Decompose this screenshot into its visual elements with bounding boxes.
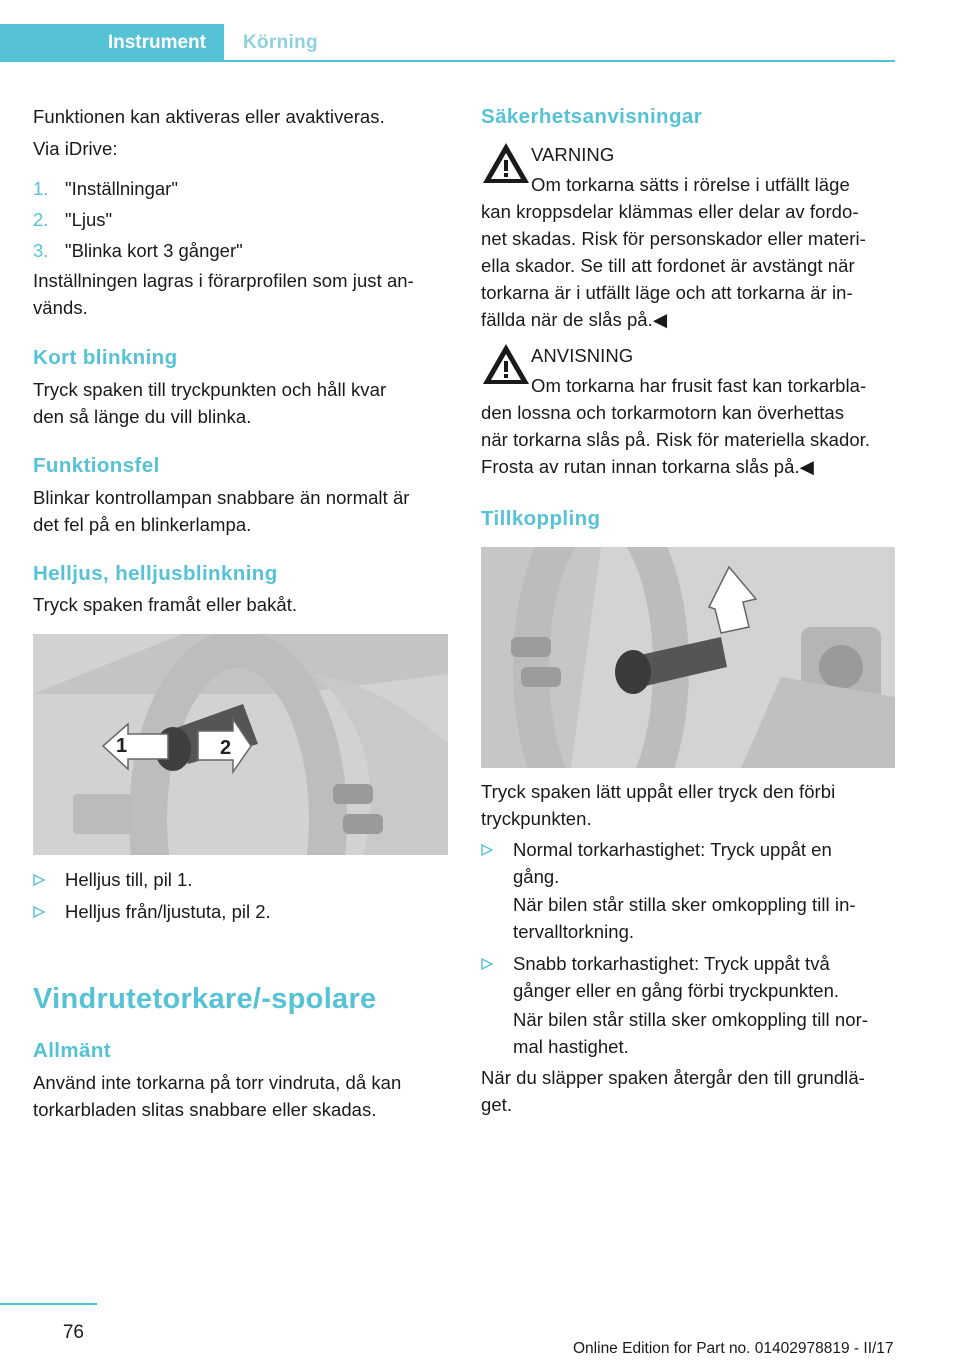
- list-text: "Inställningar": [65, 178, 178, 199]
- list-item: [33, 176, 448, 204]
- page-header: [0, 24, 895, 62]
- list-item: [33, 207, 448, 235]
- notice-triangle-icon: [481, 342, 531, 386]
- warning-triangle-icon: [481, 141, 531, 185]
- profile-note-line: vänds.: [33, 297, 88, 318]
- bullet-subtext: När bilen står stilla sker omkoppling till nor‐: [513, 1009, 869, 1030]
- bullet-text: Helljus till, pil 1.: [65, 869, 193, 890]
- list-text: "Ljus": [65, 209, 113, 230]
- warning-text: kan kroppsdelar klämmas eller delar av fordo‐: [481, 201, 859, 222]
- bullet-text: Snabb torkarhastighet: Tryck uppåt två: [513, 953, 830, 974]
- bullet-item: [33, 899, 448, 927]
- profile-note-line: Inställningen lagras i förarprofilen som just an‐: [33, 270, 414, 291]
- tab-instrument-label: Instrument: [107, 32, 206, 53]
- warning-text: torkarna är i utfällt läge och att torkarna är in‐: [481, 282, 853, 303]
- heading-general: Allmänt: [33, 1039, 111, 1062]
- triangle-bullet-icon: [33, 874, 45, 886]
- bullet-item: [481, 837, 896, 893]
- triangle-bullet-icon: [33, 906, 45, 918]
- warning-text: net skadas. Risk för personskador eller materi‐: [481, 228, 866, 249]
- warning-text: ella skador. Se till att fordonet är avstängt när: [481, 255, 855, 276]
- triangle-bullet-icon: [481, 844, 493, 856]
- footer-rule: [0, 1303, 97, 1305]
- bullet-subtext: mal hastighet.: [513, 1036, 629, 1057]
- bullet-subtext: tervalltorkning.: [513, 921, 635, 942]
- warning-text: Om torkarna sätts i rörelse i utfällt läge: [531, 174, 850, 195]
- malfunction-text: det fel på en blinkerlampa.: [33, 514, 252, 535]
- notice-text: Om torkarna har frusit fast kan torkarbla‐: [531, 375, 867, 396]
- engage-text: tryckpunkten.: [481, 808, 592, 829]
- tab-korning[interactable]: Körning: [243, 32, 318, 53]
- heading-wipers: Vindrutetorkare/-spolare: [33, 983, 377, 1015]
- bullet-text: gång.: [513, 866, 560, 887]
- list-number: 3.: [33, 240, 49, 261]
- warning-label: VARNING: [531, 144, 615, 165]
- malfunction-text: Blinkar kontrollampan snabbare än normalt är: [33, 487, 410, 508]
- list-number: 2.: [33, 209, 49, 230]
- tab-instrument[interactable]: [0, 24, 224, 62]
- list-text: "Blinka kort 3 gånger": [65, 240, 243, 261]
- steering-stalk-drawing: [33, 634, 448, 855]
- wipers-text: torkarbladen slitas snabbare eller skadas.: [33, 1099, 377, 1120]
- bullet-item: [33, 867, 448, 895]
- heading-high-beam: Helljus, helljusblinkning: [33, 562, 278, 585]
- engage-final-text: När du släpper spaken återgår den till grundlä‐: [481, 1067, 865, 1088]
- heading-malfunction: Funktionsfel: [33, 454, 160, 477]
- arrow-2-label: 2: [220, 737, 232, 759]
- engage-text: Tryck spaken lätt uppåt eller tryck den förbi: [481, 781, 836, 802]
- engage-final-text: get.: [481, 1094, 513, 1115]
- header-rule: [0, 60, 895, 62]
- wiper-stalk-illustration: [481, 547, 895, 768]
- heading-engage: Tillkoppling: [481, 507, 601, 530]
- heading-safety: Säkerhetsanvisningar: [481, 105, 703, 128]
- list-item: [33, 238, 448, 266]
- edition-footer: Online Edition for Part no. 01402978819 - II/17: [573, 1340, 894, 1357]
- heading-short-blink: Kort blinkning: [33, 346, 178, 369]
- arrow-1-label: 1: [116, 735, 128, 757]
- notice-label: ANVISNING: [531, 345, 634, 366]
- triangle-bullet-icon: [481, 958, 493, 970]
- bullet-text: gånger eller en gång förbi tryckpunkten.: [513, 980, 840, 1001]
- wiper-stalk-drawing: [481, 547, 895, 768]
- notice-text: när torkarna slås på. Risk för materiella skador.: [481, 429, 871, 450]
- list-number: 1.: [33, 178, 49, 199]
- bullet-subtext: När bilen står stilla sker omkoppling till in‐: [513, 894, 856, 915]
- bullet-item: [481, 951, 896, 1007]
- high-beam-illustration: [33, 634, 448, 855]
- intro-text: Funktionen kan aktiveras eller avaktiveras.: [33, 106, 385, 127]
- notice-text: den lossna och torkarmotorn kan överhettas: [481, 402, 845, 423]
- high-beam-text: Tryck spaken framåt eller bakåt.: [33, 594, 298, 615]
- via-idrive-text: Via iDrive:: [33, 138, 118, 159]
- notice-text: Frosta av rutan innan torkarna slås på.◀: [481, 456, 814, 477]
- wipers-text: Använd inte torkarna på torr vindruta, då kan: [33, 1072, 402, 1093]
- short-blink-text: den så länge du vill blinka.: [33, 406, 252, 427]
- bullet-text: Helljus från/ljustuta, pil 2.: [65, 901, 271, 922]
- bullet-text: Normal torkarhastighet: Tryck uppåt en: [513, 839, 832, 860]
- warning-text: fällda när de slås på.◀: [481, 309, 668, 330]
- page-number: 76: [62, 1322, 84, 1343]
- short-blink-text: Tryck spaken till tryckpunkten och håll kvar: [33, 379, 387, 400]
